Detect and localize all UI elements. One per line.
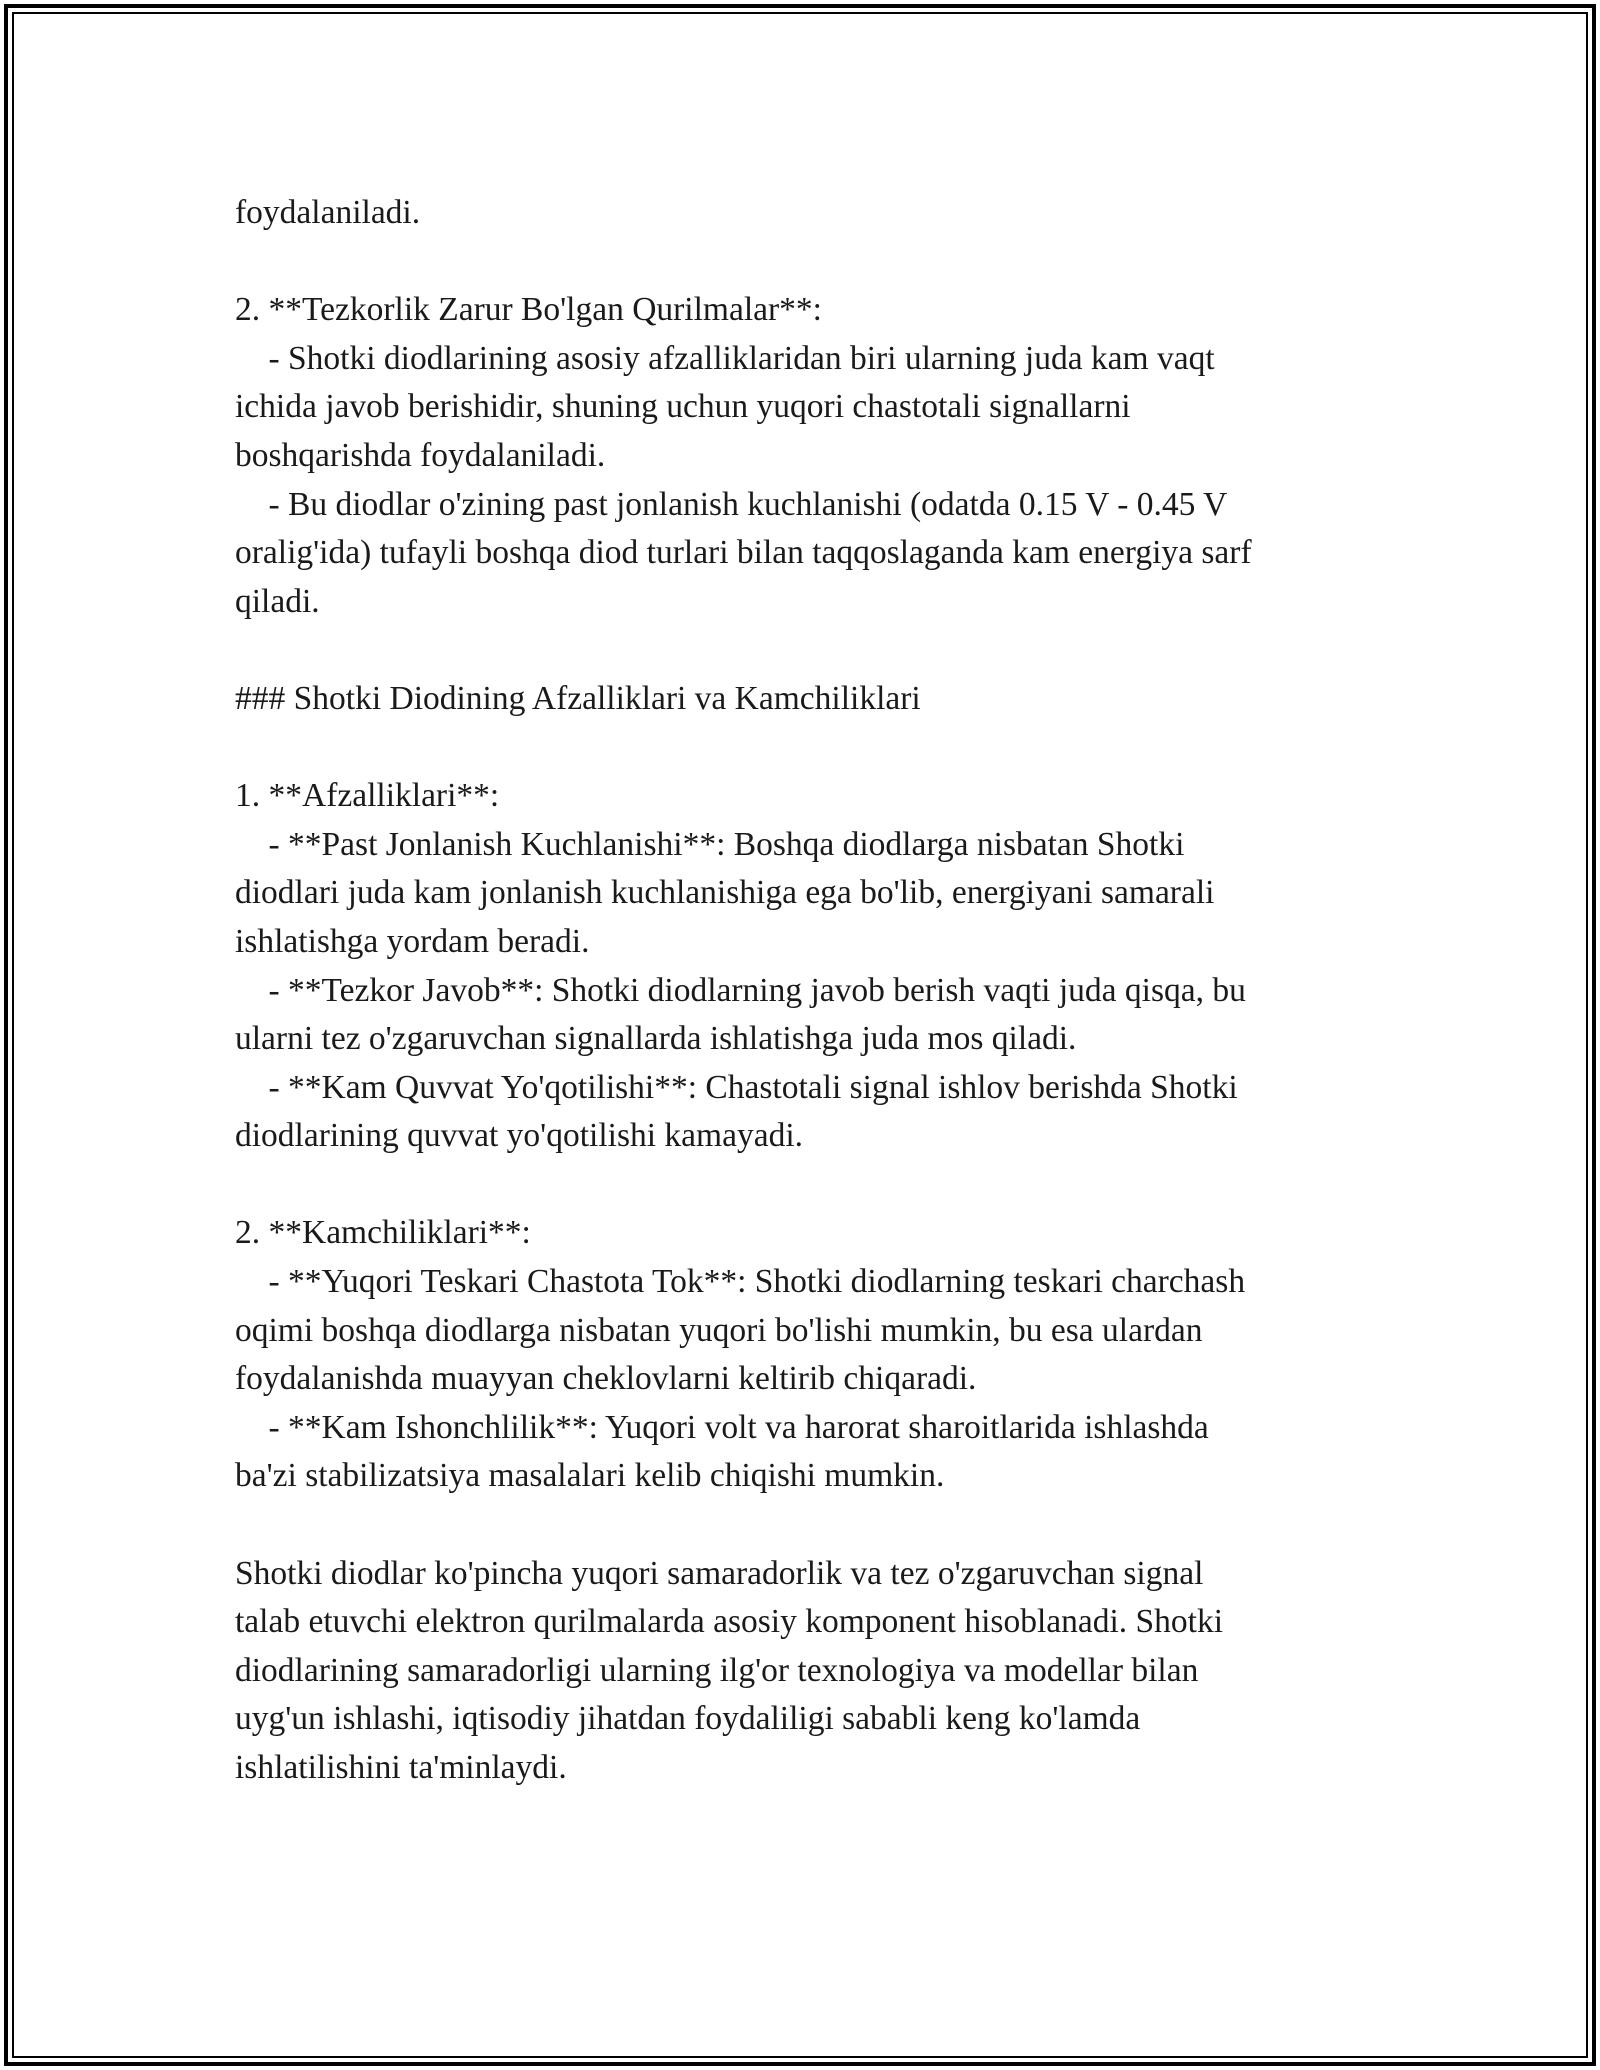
text-line: diodlarining quvvat yo'qotilishi kamayadi.: [235, 1117, 804, 1155]
text-line: foydalaniladi.: [235, 194, 421, 231]
text-line: - Bu diodlar o'zining past jonlanish kuchlanishi (odatda 0.15 V - 0.45 V: [235, 485, 1228, 523]
text-line: ba'zi stabilizatsiya masalalari kelib chiqishi mumkin.: [235, 1457, 945, 1495]
conclusion-paragraph: [235, 1550, 1365, 1793]
paragraph-continuation: [235, 189, 1365, 238]
text-line: ishlatishga yordam beradi.: [235, 922, 590, 960]
list-item-heading: 2. **Tezkorlik Zarur Bo'lgan Qurilmalar**:: [235, 291, 822, 329]
list-item-fast-devices: [235, 286, 1365, 626]
section-heading-text: ### Shotki Diodining Afzalliklari va Kamchiliklari: [235, 679, 921, 717]
text-line: - **Yuqori Teskari Chastota Tok**: Shotki diodlarning teskari charchash: [235, 1263, 1246, 1301]
text-line: ishlatilishini ta'minlaydi.: [235, 1749, 567, 1786]
section-heading: [235, 675, 1365, 724]
blank-line: [235, 1161, 1365, 1210]
list-item-disadvantages: [235, 1209, 1365, 1501]
text-line: uyg'un ishlashi, iqtisodiy jihatdan foydaliligi sababli keng ko'lamda: [235, 1700, 1141, 1738]
text-line: Shotki diodlar ko'pincha yuqori samaradorlik va tez o'zgaruvchan signal: [235, 1554, 1204, 1592]
text-line: - **Kam Ishonchlilik**: Yuqori volt va harorat sharoitlarida ishlashda: [235, 1408, 1209, 1446]
list-item-heading: 1. **Afzalliklari**:: [235, 777, 500, 815]
text-line: foydalanishda muayyan cheklovlarni keltirib chiqaradi.: [235, 1360, 977, 1398]
blank-line: [235, 724, 1365, 773]
text-line: - **Past Jonlanish Kuchlanishi**: Boshqa diodlarga nisbatan Shotki: [235, 825, 1185, 863]
blank-line: [235, 1501, 1365, 1550]
text-line: oralig'ida) tufayli boshqa diod turlari bilan taqqoslaganda kam energiya sarf: [235, 534, 1252, 572]
document-body: [235, 189, 1365, 1793]
text-line: boshqarishda foydalaniladi.: [235, 436, 606, 474]
list-item-heading: 2. **Kamchiliklari**:: [235, 1214, 531, 1252]
text-line: ichida javob berishidir, shuning uchun yuqori chastotali signallarni: [235, 388, 1131, 426]
text-line: diodlarining samaradorligi ularning ilg'or texnologiya va modellar bilan: [235, 1651, 1199, 1689]
blank-line: [235, 238, 1365, 287]
list-item-advantages: [235, 772, 1365, 1161]
text-line: diodlari juda kam jonlanish kuchlanishiga ega bo'lib, energiyani samarali: [235, 874, 1215, 912]
blank-line: [235, 626, 1365, 675]
text-line: oqimi boshqa diodlarga nisbatan yuqori bo'lishi mumkin, bu esa ulardan: [235, 1311, 1203, 1349]
text-line: - Shotki diodlarining asosiy afzalliklaridan biri ularning juda kam vaqt: [235, 339, 1215, 377]
text-line: talab etuvchi elektron qurilmalarda asosiy komponent hisoblanadi. Shotki: [235, 1603, 1224, 1641]
text-line: qiladi.: [235, 582, 320, 620]
text-line: - **Kam Quvvat Yo'qotilishi**: Chastotali signal ishlov berishda Shotki: [235, 1068, 1238, 1106]
text-line: - **Tezkor Javob**: Shotki diodlarning javob berish vaqti juda qisqa, bu: [235, 971, 1246, 1009]
text-line: ularni tez o'zgaruvchan signallarda ishlatishga juda mos qiladi.: [235, 1020, 1077, 1058]
